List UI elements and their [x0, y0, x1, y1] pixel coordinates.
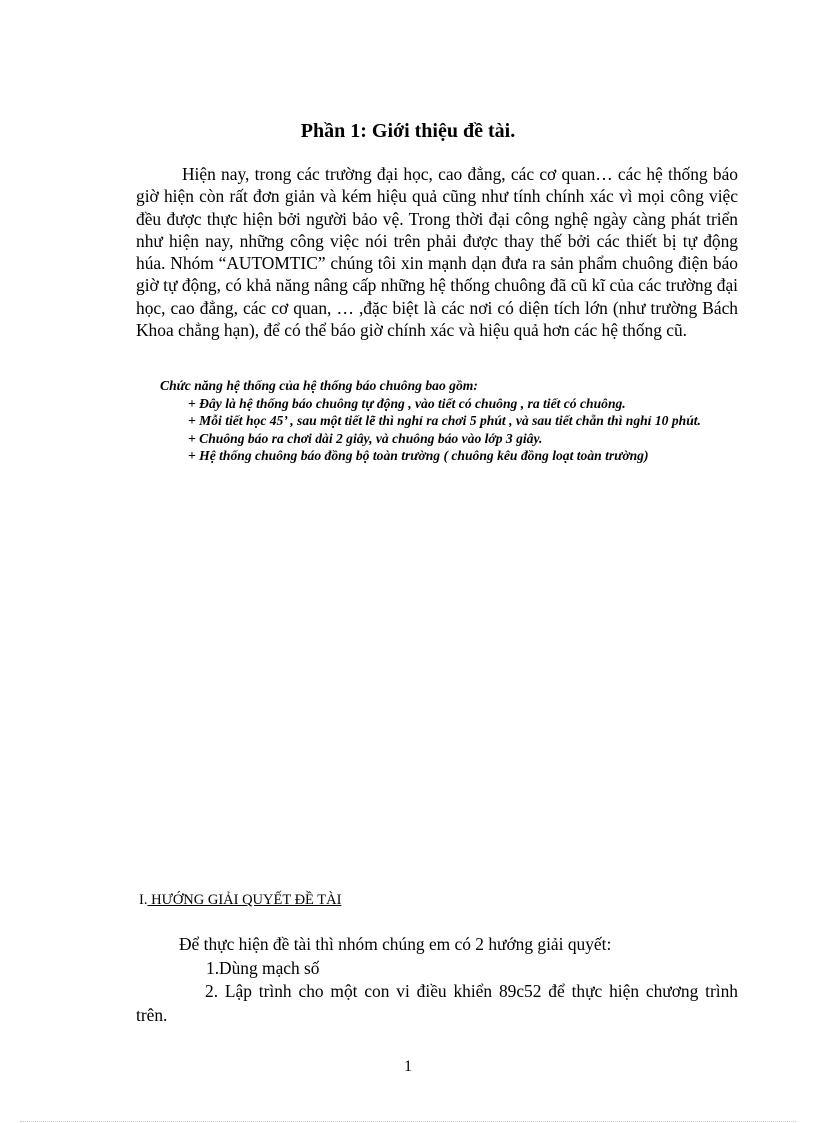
feature-item: + Chuông báo ra chơi dài 2 giây, và chuông báo vào lớp 3 giây.: [188, 430, 543, 446]
approach-block: [136, 933, 738, 1027]
approach-intro: Để thực hiện đề tài thì nhóm chúng em có 2 hướng giải quyết:: [179, 934, 612, 954]
page-title: Phần 1: Giới thiệu đề tài.: [300, 120, 516, 142]
page-number: 1: [404, 1058, 412, 1075]
section-heading-text: HƯỚNG GIẢI QUYẾT ĐỀ TÀI: [147, 892, 342, 908]
approach-option-2: 2. Lập trình cho một con vi điều khiển 89c52 để thực hiện chương trình trên.: [136, 981, 738, 1025]
feature-item: + Mỗi tiết học 45’ , sau một tiết lẽ thì nghỉ ra chơi 5 phút , và sau tiết chẵn thì nghỉ 10 phút.: [188, 413, 701, 428]
features-lead: Chức năng hệ thống của hệ thống báo chuông bao gồm:: [160, 378, 478, 393]
page-bottom-divider: [20, 1121, 796, 1122]
feature-item: + Đây là hệ thống báo chuông tự động , vào tiết có chuông , ra tiết có chuông.: [188, 395, 626, 411]
features-list: [136, 377, 738, 465]
approach-option-1: 1.Dùng mạch số: [206, 957, 320, 978]
section-heading: [139, 892, 341, 909]
feature-item: + Hệ thống chuông báo đồng bộ toàn trường ( chuông kêu đồng loạt toàn trường): [188, 448, 649, 463]
intro-paragraph: Hiện nay, trong các trường đại học, cao đẳng, các cơ quan… các hệ thống báo giờ hiện còn rất đơn giản và kém hiệu quả cũng như tính chính xác vì mọi công việc đều được thực hiện bởi người bảo vệ. Trong thời đại công nghệ ngày càng phát triển như hiện nay, những công việc nói trên phải được thay thế bởi các thiết bị tự động húa. Nhóm “AUTOMTIC” chúng tôi xin mạnh dạn đưa ra sản phẩm chuông điện báo giờ tự động, có khả năng nâng cấp những hệ thống chuông đã cũ kĩ của các trường đại học, cao đẳng, các cơ quan, … ,đặc biệt là các nơi có diện tích lớn (như trường Bách Khoa chẳng hạn), để có thể báo giờ chính xác và hiệu quả hơn các hệ thống cũ.: [136, 164, 738, 341]
section-numeral: I.: [139, 892, 148, 908]
